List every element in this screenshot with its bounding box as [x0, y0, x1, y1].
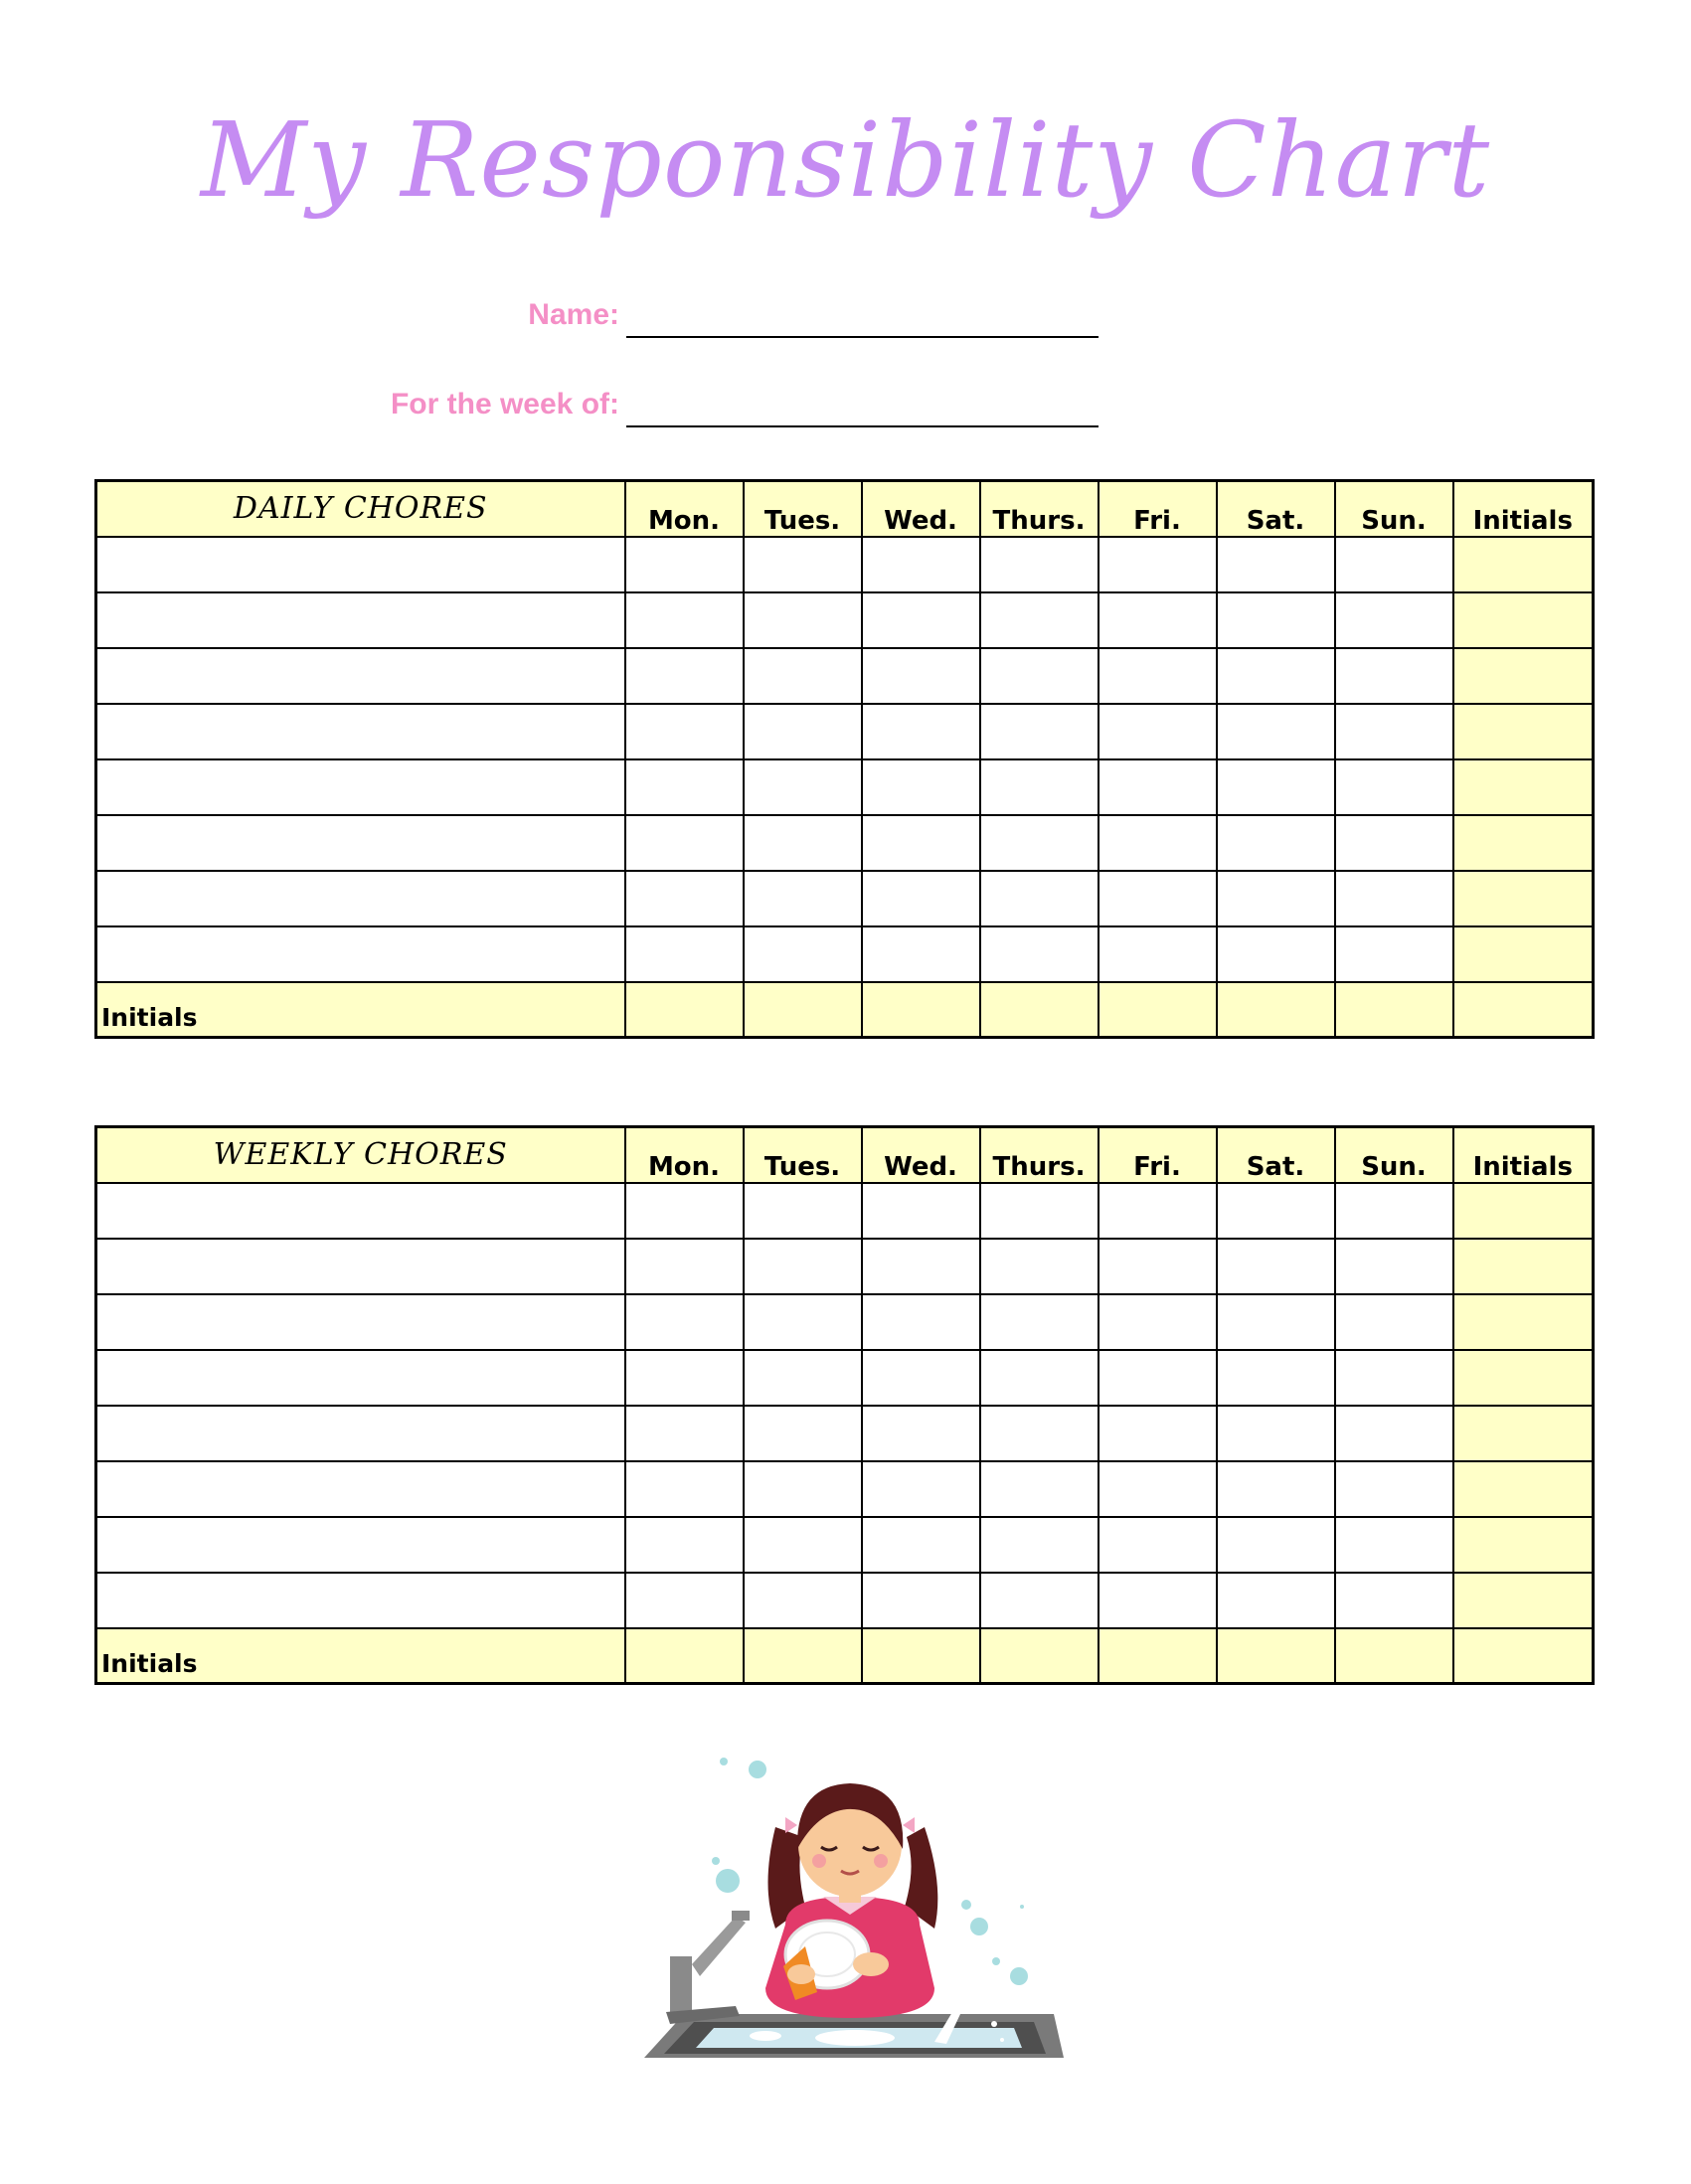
- day-cell[interactable]: [1217, 537, 1335, 592]
- day-cell[interactable]: [862, 537, 980, 592]
- day-cell[interactable]: [1217, 1183, 1335, 1239]
- initials-cell[interactable]: [1099, 982, 1217, 1038]
- day-cell[interactable]: [744, 1461, 862, 1517]
- column-header: Fri.: [1099, 1127, 1217, 1183]
- initials-cell[interactable]: [1453, 982, 1594, 1038]
- day-cell[interactable]: [625, 926, 744, 982]
- day-cell[interactable]: [1217, 871, 1335, 926]
- day-cell[interactable]: [1099, 926, 1217, 982]
- chore-cell[interactable]: [96, 871, 625, 926]
- initials-cell[interactable]: [1335, 1628, 1453, 1684]
- chore-cell[interactable]: [96, 592, 625, 648]
- column-header: Tues.: [744, 1127, 862, 1183]
- initials-cell[interactable]: [744, 982, 862, 1038]
- day-cell[interactable]: [862, 1350, 980, 1406]
- day-cell[interactable]: [1099, 592, 1217, 648]
- day-cell[interactable]: [1335, 1406, 1453, 1461]
- day-cell[interactable]: [1099, 759, 1217, 815]
- initials-cell[interactable]: [744, 1628, 862, 1684]
- column-header: Sat.: [1217, 1127, 1335, 1183]
- column-header: Thurs.: [980, 1127, 1099, 1183]
- day-cell[interactable]: [1217, 704, 1335, 759]
- day-cell[interactable]: [1099, 648, 1217, 704]
- day-cell[interactable]: [1217, 1406, 1335, 1461]
- day-cell[interactable]: [1335, 1461, 1453, 1517]
- day-cell[interactable]: [744, 1239, 862, 1294]
- week-field[interactable]: [626, 425, 1099, 427]
- weekly-chores-heading: WEEKLY CHORES: [96, 1127, 625, 1183]
- day-cell[interactable]: [625, 1517, 744, 1573]
- initials-cell[interactable]: [1453, 1461, 1594, 1517]
- initials-cell[interactable]: [1099, 1628, 1217, 1684]
- day-cell[interactable]: [1335, 1294, 1453, 1350]
- initials-cell[interactable]: [1453, 704, 1594, 759]
- initials-cell[interactable]: [1453, 592, 1594, 648]
- girl-washing-dishes-icon: [636, 1758, 1064, 2078]
- day-cell[interactable]: [625, 537, 744, 592]
- day-cell[interactable]: [625, 759, 744, 815]
- initials-cell[interactable]: [1453, 1294, 1594, 1350]
- day-cell[interactable]: [744, 592, 862, 648]
- initials-cell[interactable]: [862, 1628, 980, 1684]
- day-cell[interactable]: [1217, 1573, 1335, 1628]
- day-cell[interactable]: [1099, 704, 1217, 759]
- day-cell[interactable]: [1335, 704, 1453, 759]
- day-cell[interactable]: [625, 815, 744, 871]
- day-cell[interactable]: [1099, 1350, 1217, 1406]
- day-cell[interactable]: [625, 1350, 744, 1406]
- day-cell[interactable]: [1335, 1239, 1453, 1294]
- chore-cell[interactable]: [96, 1183, 625, 1239]
- initials-cell[interactable]: [1453, 759, 1594, 815]
- chore-cell[interactable]: [96, 1461, 625, 1517]
- table-row: [96, 1350, 1594, 1406]
- day-cell[interactable]: [980, 1183, 1099, 1239]
- day-cell[interactable]: [1099, 871, 1217, 926]
- table-row: [96, 537, 1594, 592]
- chore-cell[interactable]: [96, 1294, 625, 1350]
- column-header: Mon.: [625, 1127, 744, 1183]
- chore-cell[interactable]: [96, 1573, 625, 1628]
- day-cell[interactable]: [862, 1294, 980, 1350]
- day-cell[interactable]: [862, 815, 980, 871]
- day-cell[interactable]: [1099, 1183, 1217, 1239]
- table-row: [96, 1239, 1594, 1294]
- column-header: Thurs.: [980, 481, 1099, 537]
- day-cell[interactable]: [744, 537, 862, 592]
- initials-cell[interactable]: [1453, 871, 1594, 926]
- day-cell[interactable]: [862, 871, 980, 926]
- day-cell[interactable]: [980, 1573, 1099, 1628]
- column-header: Fri.: [1099, 481, 1217, 537]
- column-header: Initials: [1453, 1127, 1594, 1183]
- day-cell[interactable]: [1217, 1294, 1335, 1350]
- table-row: [96, 926, 1594, 982]
- column-header: Tues.: [744, 481, 862, 537]
- initials-cell[interactable]: [1453, 815, 1594, 871]
- day-cell[interactable]: [980, 1294, 1099, 1350]
- day-cell[interactable]: [744, 759, 862, 815]
- day-cell[interactable]: [980, 759, 1099, 815]
- table-row: [96, 648, 1594, 704]
- day-cell[interactable]: [1099, 1517, 1217, 1573]
- chore-cell[interactable]: [96, 926, 625, 982]
- day-cell[interactable]: [862, 1183, 980, 1239]
- table-row: [96, 1573, 1594, 1628]
- chore-cell[interactable]: [96, 1239, 625, 1294]
- day-cell[interactable]: [1335, 1183, 1453, 1239]
- day-cell[interactable]: [1217, 1239, 1335, 1294]
- table-row: [96, 1517, 1594, 1573]
- day-cell[interactable]: [625, 1461, 744, 1517]
- day-cell[interactable]: [862, 1406, 980, 1461]
- day-cell[interactable]: [1217, 1461, 1335, 1517]
- daily-chores-table: [94, 479, 1595, 1039]
- initials-cell[interactable]: [1453, 1628, 1594, 1684]
- day-cell[interactable]: [1217, 926, 1335, 982]
- day-cell[interactable]: [1099, 1239, 1217, 1294]
- day-cell[interactable]: [1217, 1517, 1335, 1573]
- day-cell[interactable]: [1335, 1350, 1453, 1406]
- chore-cell[interactable]: [96, 1406, 625, 1461]
- initials-cell[interactable]: [1217, 1628, 1335, 1684]
- table-row: [96, 704, 1594, 759]
- table-row: [96, 815, 1594, 871]
- day-cell[interactable]: [980, 648, 1099, 704]
- day-cell[interactable]: [744, 1183, 862, 1239]
- day-cell[interactable]: [862, 592, 980, 648]
- table-row: [96, 1183, 1594, 1239]
- day-cell[interactable]: [1099, 537, 1217, 592]
- day-cell[interactable]: [1217, 648, 1335, 704]
- day-cell[interactable]: [980, 926, 1099, 982]
- initials-cell[interactable]: [1453, 1183, 1594, 1239]
- column-header: Sun.: [1335, 1127, 1453, 1183]
- day-cell[interactable]: [1217, 592, 1335, 648]
- table-row: [96, 592, 1594, 648]
- table-header-row: [96, 1127, 1594, 1183]
- day-cell[interactable]: [980, 871, 1099, 926]
- day-cell[interactable]: [980, 592, 1099, 648]
- initials-cell[interactable]: [1453, 537, 1594, 592]
- initials-row-label: Initials: [96, 1628, 625, 1684]
- column-header: Wed.: [862, 1127, 980, 1183]
- day-cell[interactable]: [862, 1573, 980, 1628]
- day-cell[interactable]: [1335, 648, 1453, 704]
- initials-cell[interactable]: [1453, 1239, 1594, 1294]
- day-cell[interactable]: [625, 1294, 744, 1350]
- table-header-row: [96, 481, 1594, 537]
- name-field[interactable]: [626, 336, 1099, 338]
- day-cell[interactable]: [1335, 1573, 1453, 1628]
- initials-cell[interactable]: [1453, 926, 1594, 982]
- day-cell[interactable]: [862, 1517, 980, 1573]
- initials-cell[interactable]: [1453, 1517, 1594, 1573]
- day-cell[interactable]: [862, 704, 980, 759]
- day-cell[interactable]: [1335, 871, 1453, 926]
- chore-cell[interactable]: [96, 1517, 625, 1573]
- initials-row: [96, 1628, 1594, 1684]
- day-cell[interactable]: [862, 1239, 980, 1294]
- table-row: [96, 1461, 1594, 1517]
- day-cell[interactable]: [625, 648, 744, 704]
- day-cell[interactable]: [862, 759, 980, 815]
- day-cell[interactable]: [862, 926, 980, 982]
- day-cell[interactable]: [744, 815, 862, 871]
- day-cell[interactable]: [980, 1461, 1099, 1517]
- column-header: Wed.: [862, 481, 980, 537]
- initials-cell[interactable]: [1453, 1573, 1594, 1628]
- day-cell[interactable]: [1335, 592, 1453, 648]
- chore-cell[interactable]: [96, 704, 625, 759]
- initials-cell[interactable]: [1453, 1350, 1594, 1406]
- table-row: [96, 759, 1594, 815]
- chore-cell[interactable]: [96, 759, 625, 815]
- initials-cell[interactable]: [862, 982, 980, 1038]
- day-cell[interactable]: [744, 1517, 862, 1573]
- day-cell[interactable]: [625, 871, 744, 926]
- initials-row-label: Initials: [96, 982, 625, 1038]
- weekly-chores-table: [94, 1125, 1595, 1685]
- column-header: Initials: [1453, 481, 1594, 537]
- day-cell[interactable]: [625, 1239, 744, 1294]
- chore-cell[interactable]: [96, 648, 625, 704]
- day-cell[interactable]: [980, 704, 1099, 759]
- daily-chores-heading: DAILY CHORES: [96, 481, 625, 537]
- chore-cell[interactable]: [96, 1350, 625, 1406]
- day-cell[interactable]: [862, 648, 980, 704]
- initials-cell[interactable]: [980, 1628, 1099, 1684]
- day-cell[interactable]: [980, 1517, 1099, 1573]
- table-row: [96, 1406, 1594, 1461]
- day-cell[interactable]: [744, 1350, 862, 1406]
- table-row: [96, 1294, 1594, 1350]
- day-cell[interactable]: [980, 1350, 1099, 1406]
- day-cell[interactable]: [980, 537, 1099, 592]
- day-cell[interactable]: [1335, 759, 1453, 815]
- day-cell[interactable]: [1099, 1461, 1217, 1517]
- name-label: Name:: [528, 298, 619, 331]
- day-cell[interactable]: [744, 1573, 862, 1628]
- table-row: [96, 871, 1594, 926]
- initials-cell[interactable]: [1217, 982, 1335, 1038]
- column-header: Mon.: [625, 481, 744, 537]
- day-cell[interactable]: [980, 1239, 1099, 1294]
- day-cell[interactable]: [625, 592, 744, 648]
- chore-cell[interactable]: [96, 537, 625, 592]
- initials-cell[interactable]: [625, 982, 744, 1038]
- day-cell[interactable]: [1217, 759, 1335, 815]
- day-cell[interactable]: [980, 1406, 1099, 1461]
- initials-cell[interactable]: [1453, 1406, 1594, 1461]
- chore-cell[interactable]: [96, 815, 625, 871]
- day-cell[interactable]: [744, 648, 862, 704]
- day-cell[interactable]: [625, 1573, 744, 1628]
- day-cell[interactable]: [1099, 1406, 1217, 1461]
- day-cell[interactable]: [744, 926, 862, 982]
- day-cell[interactable]: [625, 1406, 744, 1461]
- initials-cell[interactable]: [1453, 648, 1594, 704]
- day-cell[interactable]: [625, 1183, 744, 1239]
- day-cell[interactable]: [1099, 815, 1217, 871]
- day-cell[interactable]: [1335, 537, 1453, 592]
- week-label: For the week of:: [390, 388, 619, 420]
- day-cell[interactable]: [1099, 1294, 1217, 1350]
- day-cell[interactable]: [862, 1461, 980, 1517]
- day-cell[interactable]: [1099, 1573, 1217, 1628]
- initials-row: [96, 982, 1594, 1038]
- initials-cell[interactable]: [980, 982, 1099, 1038]
- day-cell[interactable]: [1335, 926, 1453, 982]
- day-cell[interactable]: [1217, 1350, 1335, 1406]
- day-cell[interactable]: [744, 1406, 862, 1461]
- day-cell[interactable]: [625, 704, 744, 759]
- day-cell[interactable]: [744, 1294, 862, 1350]
- day-cell[interactable]: [744, 704, 862, 759]
- day-cell[interactable]: [1335, 815, 1453, 871]
- day-cell[interactable]: [1217, 815, 1335, 871]
- column-header: Sat.: [1217, 481, 1335, 537]
- initials-cell[interactable]: [625, 1628, 744, 1684]
- page-title: My Responsibility Chart: [200, 99, 1491, 221]
- day-cell[interactable]: [980, 815, 1099, 871]
- day-cell[interactable]: [744, 871, 862, 926]
- day-cell[interactable]: [1335, 1517, 1453, 1573]
- initials-cell[interactable]: [1335, 982, 1453, 1038]
- column-header: Sun.: [1335, 481, 1453, 537]
